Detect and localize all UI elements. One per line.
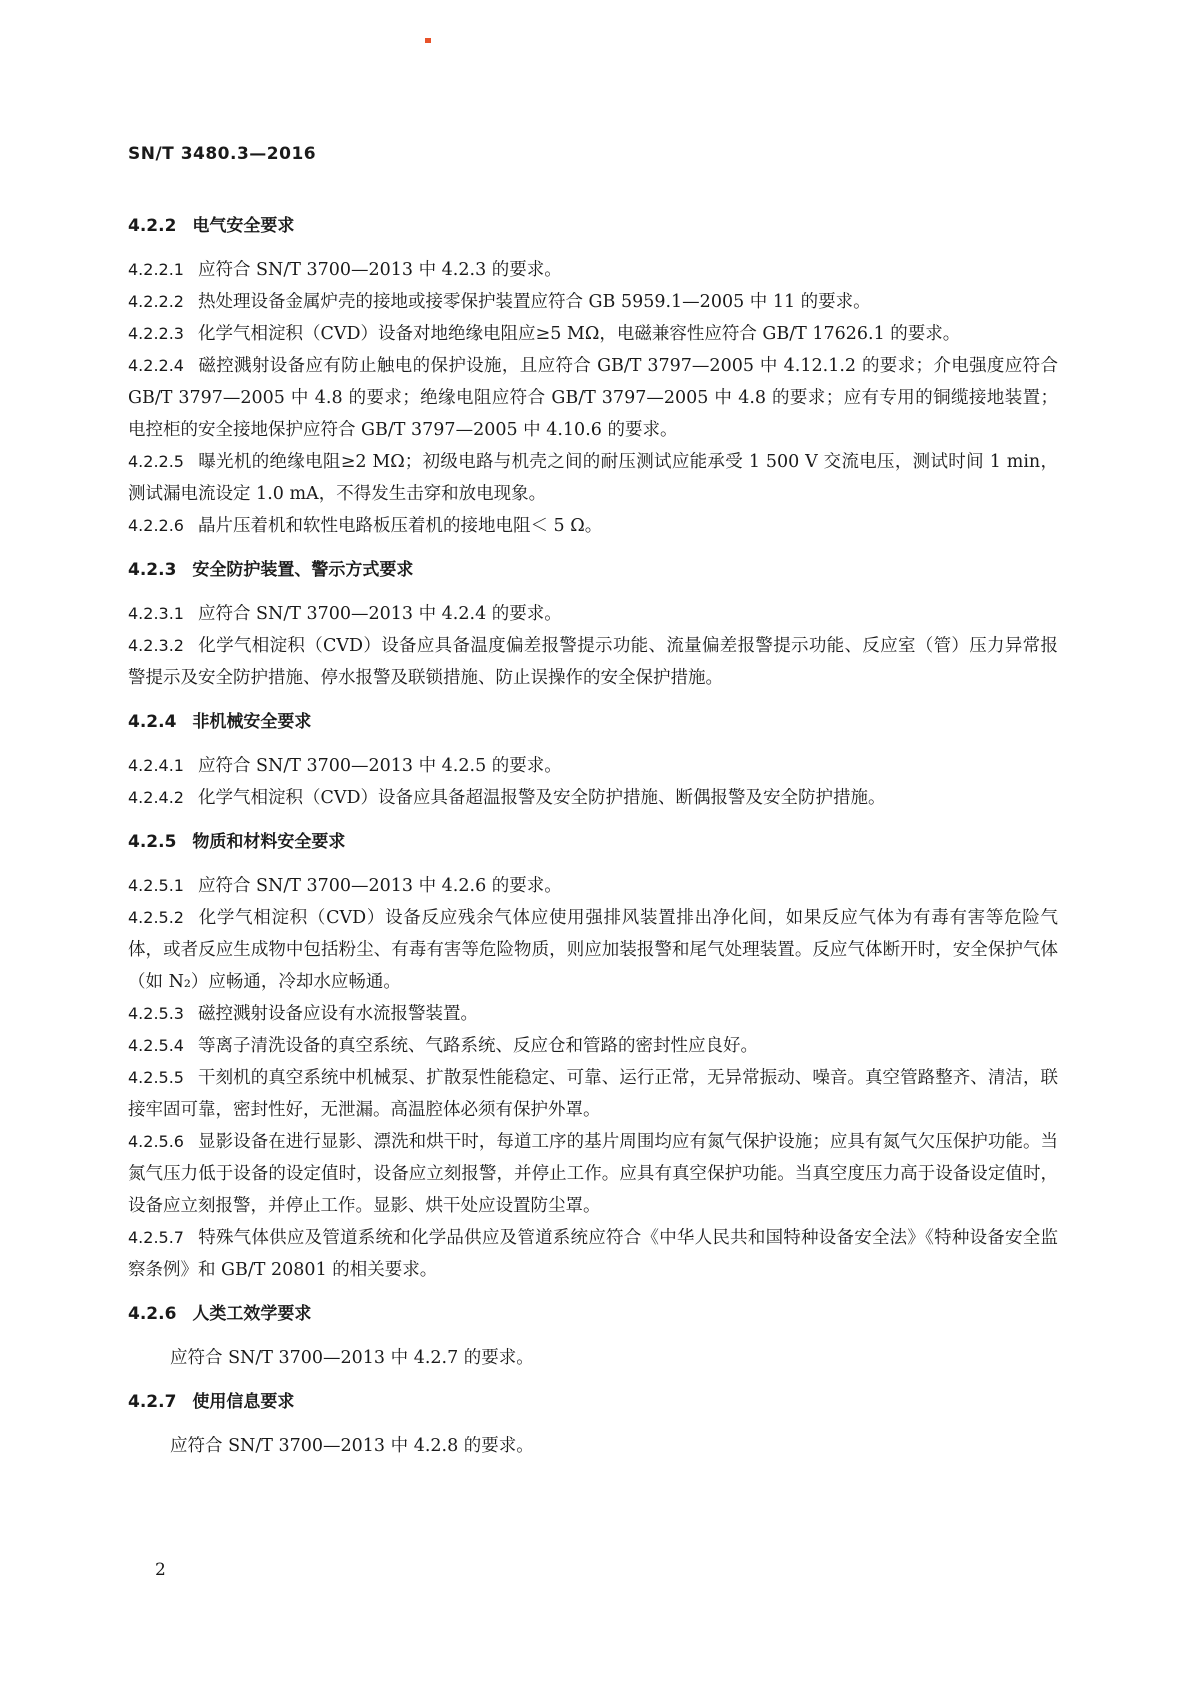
clause-text: 应符合 SN/T 3700—2013 中 4.2.3 的要求。 — [197, 260, 562, 280]
clause-number: 4.2.5.3 — [128, 1004, 184, 1023]
clause-text: 等离子清洗设备的真空系统、气路系统、反应仓和管路的密封性应良好。 — [197, 1036, 758, 1056]
clause-number: 4.2.2.3 — [128, 324, 184, 343]
clause-number: 4.2.5.1 — [128, 876, 184, 895]
section-heading — [128, 708, 1058, 736]
clause — [128, 750, 1058, 782]
clause — [128, 318, 1058, 350]
clause-text: 显影设备在进行显影、漂洗和烘干时，每道工序的基片周围均应有氮气保护设施；应具有氮气欠压保护功能。当氮气压力低于设备的设定值时，设备应立刻报警，并停止工作。应具有真空保护功能。当真空度压力高于设备设定值时，设备应立刻报警，并停止工作。显影、烘干处应设置防尘罩。 — [128, 1132, 1058, 1216]
section-title: 非机械安全要求 — [192, 712, 312, 732]
clause-number: 4.2.4.1 — [128, 756, 184, 775]
clause — [128, 510, 1058, 542]
section-number: 4.2.3 — [128, 560, 177, 580]
clause — [128, 870, 1058, 902]
clause — [128, 1062, 1058, 1126]
clause — [128, 902, 1058, 998]
orange-mark — [425, 38, 431, 43]
section-heading — [128, 1388, 1058, 1416]
clause-text: 干刻机的真空系统中机械泵、扩散泵性能稳定、可靠、运行正常，无异常振动、噪音。真空管路整齐、清洁，联接牢固可靠，密封性好，无泄漏。高温腔体必须有保护外罩。 — [128, 1068, 1058, 1120]
clause-number: 4.2.5.4 — [128, 1036, 184, 1055]
clause-text: 应符合 SN/T 3700—2013 中 4.2.5 的要求。 — [197, 756, 562, 776]
section-number: 4.2.5 — [128, 832, 177, 852]
clause-number: 4.2.2.1 — [128, 260, 184, 279]
section-heading — [128, 1300, 1058, 1328]
section-number: 4.2.6 — [128, 1304, 177, 1324]
section-title: 使用信息要求 — [192, 1392, 295, 1412]
section-title: 人类工效学要求 — [192, 1304, 312, 1324]
clause — [128, 1222, 1058, 1286]
section-title: 物质和材料安全要求 — [192, 832, 346, 852]
clause-number: 4.2.2.6 — [128, 516, 184, 535]
page-number: 2 — [155, 1560, 166, 1580]
clause — [128, 1126, 1058, 1222]
clause — [128, 1030, 1058, 1062]
document-body — [128, 212, 1058, 1462]
standard-number: SN/T 3480.3—2016 — [128, 144, 317, 164]
section-heading — [128, 828, 1058, 856]
clause-text: 曝光机的绝缘电阻≥2 MΩ；初级电路与机壳之间的耐压测试应能承受 1 500 V 交流电压，测试时间 1 min，测试漏电流设定 1.0 mA，不得发生击穿和放电现象。 — [128, 452, 1058, 504]
clause — [128, 782, 1058, 814]
clause-number: 4.2.5.5 — [128, 1068, 184, 1087]
clause-text: 磁控溅射设备应有防止触电的保护设施，且应符合 GB/T 3797—2005 中 4.12.1.2 的要求；介电强度应符合 GB/T 3797—2005 中 4.8 的要求；绝缘电阻应符合 GB/T 3797—2005 中 4.8 的要求；应有专用的铜缆接地装置；电控柜的安全接地保护应符合 GB/T 3797—2005 中 4.10.6 的要求。 — [128, 356, 1058, 440]
clause — [128, 286, 1058, 318]
section-number: 4.2.4 — [128, 712, 177, 732]
clause-text: 磁控溅射设备应设有水流报警装置。 — [197, 1004, 478, 1024]
section-number: 4.2.2 — [128, 216, 177, 236]
section-heading — [128, 556, 1058, 584]
clause-number: 4.2.5.2 — [128, 908, 184, 927]
clause-number: 4.2.3.1 — [128, 604, 184, 623]
clause-number: 4.2.3.2 — [128, 636, 184, 655]
clause-number: 4.2.2.2 — [128, 292, 184, 311]
section-title: 电气安全要求 — [192, 216, 295, 236]
clause-text: 应符合 SN/T 3700—2013 中 4.2.6 的要求。 — [197, 876, 562, 896]
clause — [128, 998, 1058, 1030]
clause — [128, 446, 1058, 510]
clause-number: 4.2.4.2 — [128, 788, 184, 807]
clause-number: 4.2.2.5 — [128, 452, 184, 471]
clause-text: 晶片压着机和软性电路板压着机的接地电阻＜ 5 Ω。 — [197, 516, 603, 536]
section-heading — [128, 212, 1058, 240]
clause-text: 化学气相淀积（CVD）设备应具备超温报警及安全防护措施、断偶报警及安全防护措施。 — [197, 788, 886, 808]
clause-number: 4.2.2.4 — [128, 356, 184, 375]
clause-text: 化学气相淀积（CVD）设备应具备温度偏差报警提示功能、流量偏差报警提示功能、反应室（管）压力异常报警提示及安全防护措施、停水报警及联锁措施、防止误操作的安全保护措施。 — [128, 636, 1058, 688]
clause — [128, 630, 1058, 694]
section-body: 应符合 SN/T 3700—2013 中 4.2.8 的要求。 — [170, 1436, 534, 1456]
clause-text: 应符合 SN/T 3700—2013 中 4.2.4 的要求。 — [197, 604, 562, 624]
clause-text: 化学气相淀积（CVD）设备对地绝缘电阻应≥5 MΩ，电磁兼容性应符合 GB/T 17626.1 的要求。 — [197, 324, 961, 344]
section-number: 4.2.7 — [128, 1392, 177, 1412]
section-body: 应符合 SN/T 3700—2013 中 4.2.7 的要求。 — [170, 1348, 534, 1368]
section-title: 安全防护装置、警示方式要求 — [192, 560, 414, 580]
clause-text: 化学气相淀积（CVD）设备反应残余气体应使用强排风装置排出净化间，如果反应气体为有毒有害等危险气体，或者反应生成物中包括粉尘、有毒有害等危险物质，则应加装报警和尾气处理装置。反应气体断开时，安全保护气体（如 N₂）应畅通，冷却水应畅通。 — [128, 908, 1058, 992]
clause-number: 4.2.5.6 — [128, 1132, 184, 1151]
clause-number: 4.2.5.7 — [128, 1228, 184, 1247]
clause — [128, 598, 1058, 630]
clause-text: 特殊气体供应及管道系统和化学品供应及管道系统应符合《中华人民共和国特种设备安全法》《特种设备安全监察条例》和 GB/T 20801 的相关要求。 — [128, 1228, 1058, 1280]
clause — [128, 350, 1058, 446]
clause — [128, 254, 1058, 286]
clause-text: 热处理设备金属炉壳的接地或接零保护装置应符合 GB 5959.1—2005 中 11 的要求。 — [197, 292, 871, 312]
